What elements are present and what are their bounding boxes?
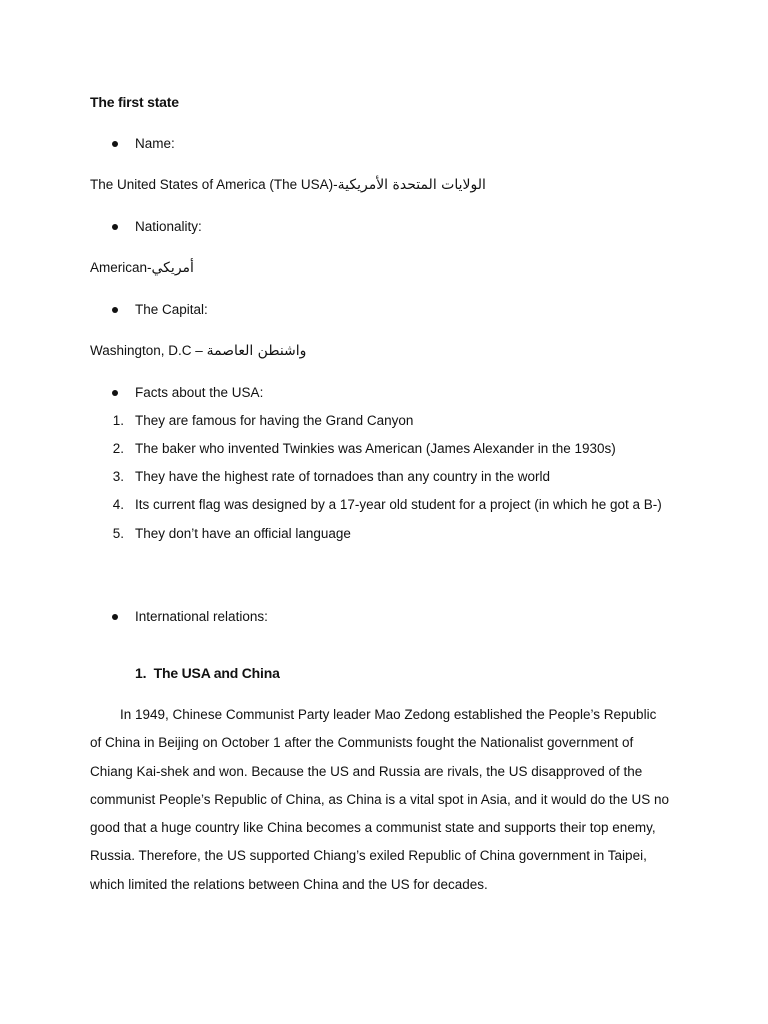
name-value-arabic: الولايات المتحدة الأمريكية bbox=[337, 177, 486, 193]
section-number: 1. bbox=[135, 665, 147, 681]
fact-number: 4. bbox=[112, 497, 124, 512]
bullet-icon bbox=[112, 224, 118, 230]
paragraph-line: of China in Beijing on October 1 after the Communists fought the Nationalist government of bbox=[90, 735, 634, 751]
section-heading bbox=[135, 664, 280, 682]
capital-value-arabic: واشنطن العاصمة bbox=[206, 343, 307, 359]
name-value bbox=[90, 176, 486, 194]
capital-value-english: Washington, D.C – bbox=[90, 343, 207, 358]
paragraph-line: communist People’s Republic of China, as China is a vital spot in Asia, and it would do the US no bbox=[90, 791, 670, 807]
paragraph-line: Russia. Therefore, the US supported Chiang’s exiled Republic of China government in Taipei, bbox=[90, 848, 647, 864]
bullet-icon bbox=[112, 307, 118, 313]
fact-number: 2. bbox=[112, 441, 124, 456]
fact-item: Its current flag was designed by a 17-year old student for a project (in which he got a B-) bbox=[135, 497, 662, 512]
nationality-label: Nationality: bbox=[135, 219, 202, 234]
capital-label: The Capital: bbox=[135, 302, 208, 317]
name-value-english: The United States of America (The USA)- bbox=[90, 177, 338, 192]
fact-number: 5. bbox=[112, 526, 124, 541]
fact-item: They don’t have an official language bbox=[135, 526, 351, 541]
nationality-value-arabic: أمريكي bbox=[151, 260, 194, 276]
paragraph-line: Chiang Kai-shek and won. Because the US and Russia are rivals, the US disapproved of the bbox=[90, 763, 643, 779]
capital-value bbox=[90, 342, 306, 360]
fact-item: The baker who invented Twinkies was American (James Alexander in the 1930s) bbox=[135, 441, 616, 456]
fact-number: 3. bbox=[112, 469, 124, 484]
nationality-value-english: American- bbox=[90, 260, 152, 275]
document-title: The first state bbox=[90, 94, 179, 110]
bullet-icon bbox=[112, 141, 118, 147]
fact-item: They have the highest rate of tornadoes than any country in the world bbox=[135, 469, 551, 484]
paragraph-line: which limited the relations between China and the US for decades. bbox=[90, 876, 488, 892]
fact-item: They are famous for having the Grand Canyon bbox=[135, 413, 414, 428]
fact-number: 1. bbox=[112, 413, 124, 428]
paragraph-line: In 1949, Chinese Communist Party leader Mao Zedong established the People’s Republic bbox=[120, 707, 657, 722]
bullet-icon bbox=[112, 614, 118, 620]
relations-label: International relations: bbox=[135, 609, 268, 624]
paragraph-line: good that a huge country like China becomes a communist state and supports their top enemy, bbox=[90, 820, 656, 836]
section-paragraph bbox=[90, 701, 680, 899]
facts-label: Facts about the USA: bbox=[135, 385, 264, 400]
nationality-value bbox=[90, 259, 194, 277]
bullet-icon bbox=[112, 390, 118, 396]
name-label: Name: bbox=[135, 136, 175, 151]
section-title: The USA and China bbox=[153, 665, 280, 681]
